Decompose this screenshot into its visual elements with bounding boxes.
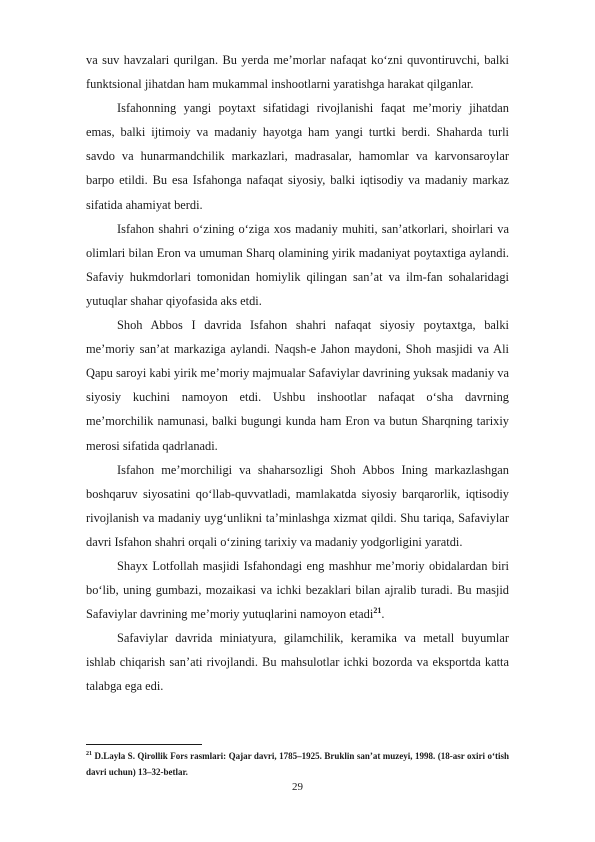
paragraph-3: Isfahon shahri o‘zining o‘ziga xos madaniy muhiti, san’atkorlari, shoirlari va olimlari bilan Eron va umuman Sharq olamining yirik madaniyat poytaxtiga aylandi. Safaviy hukmdorlari tomonidan homiylik qilingan san’at va ilm-fan sohalaridagi yutuqlar shahar qiyofasida aks etdi. xyxy=(86,221,509,308)
footnote-number: 21 xyxy=(86,751,92,757)
paragraph-4: Shoh Abbos I davrida Isfahon shahri nafaqat siyosiy poytaxtga, balki me’moriy san’at markaziga aylandi. Naqsh-e Jahon maydoni, Shoh masjidi va Ali Qapu saroyi kabi yirik me’moriy majmualar Safaviylar davrining yuksak madaniy va siyosiy kuchini namoyon etdi. Ushbu inshootlar nafaqat o‘sha davrning me’morchilik namunasi, balki bugungi kunda ham Eron va butun Sharqning tarixiy merosi sifatida qadrlanadi. xyxy=(86,318,509,453)
paragraph-6-text: Shayx Lotfollah masjidi Isfahondagi eng mashhur me’moriy obidalardan biri bo‘lib, uning gumbazi, mozaikasi va ichki bezaklari bilan ajralib turadi. Bu masjid Safaviylar davrining me’moriy yutuqlarini namoyon etadi xyxy=(86,558,509,622)
paragraph-2: Isfahonning yangi poytaxt sifatidagi rivojlanishi faqat me’moriy jihatdan emas, balki ijtimoiy va madaniy hayotga ham yangi turtki berdi. Shaharda turli savdo va hunarmandchilik markazlari, madrasalar, hamomlar va karvonsaroylar barpo etildi. Bu esa Isfahonga nafaqat siyosiy, balki iqtisodiy va madaniy markaz sifatida ahamiyat berdi. xyxy=(86,101,509,212)
page-number: 29 xyxy=(292,781,303,793)
page-body xyxy=(86,48,509,699)
paragraph-6-tail: . xyxy=(381,607,385,622)
paragraph-6 xyxy=(86,554,509,626)
paragraph-7: Safaviylar davrida miniatyura, gilamchilik, keramika va metall buyumlar ishlab chiqarish san’ati rivojlandi. Bu mahsulotlar ichki bozorda va eksportda katta talabga ega edi. xyxy=(86,631,509,694)
footnote xyxy=(86,748,509,780)
paragraph-5: Isfahon me’morchiligi va shaharsozligi Shoh Abbos Ining markazlashgan boshqaruv siyosatini qo‘llab-quvvatladi, mamlakatda siyosiy barqarorlik, iqtisodiy rivojlanish va madaniy uyg‘unlikni ta’minlashga xizmat qildi. Shu tariqa, Safaviylar davri Isfahon shahri orqali o‘zining tarixiy va madaniy yodgorligini yaratdi. xyxy=(86,462,509,549)
footnote-reference[interactable]: 21 xyxy=(373,606,382,616)
paragraph-1: va suv havzalari qurilgan. Bu yerda me’morlar nafaqat ko‘zni quvontiruvchi, balki funktsional jihatdan ham mukammal inshootlarni yaratishga harakat qilganlar. xyxy=(86,53,509,92)
footnote-text: D.Layla S. Qirollik Fors rasmlari: Qajar davri, 1785–1925. Bruklin san’at muzeyi, 1998. (18-asr oxiri o‘tish davri uchun) 13–32-betlar. xyxy=(86,751,509,777)
footnote-divider xyxy=(86,744,202,745)
